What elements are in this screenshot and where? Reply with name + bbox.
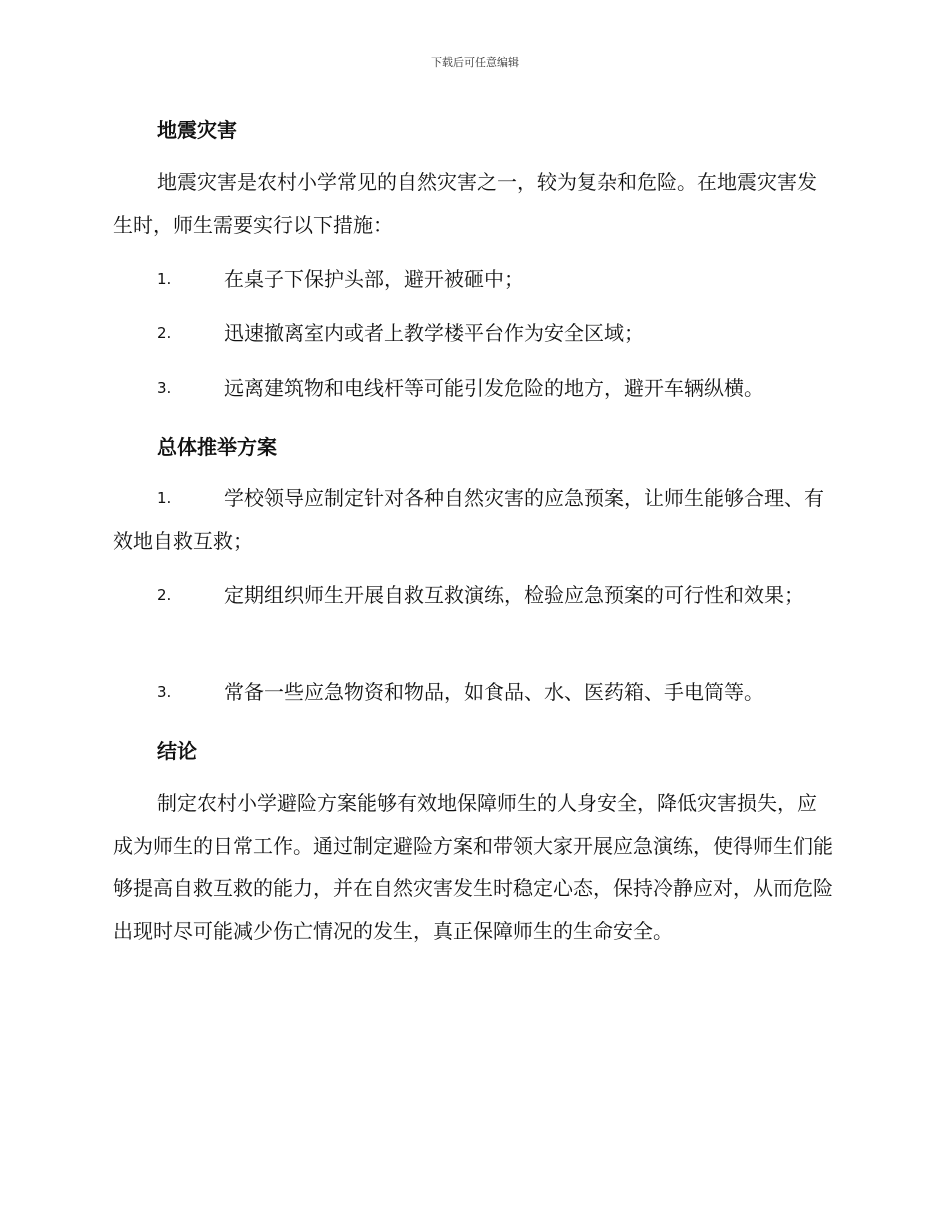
- list-item-overall-3: [113, 671, 833, 714]
- list-item-overall-2: [113, 574, 833, 617]
- list-item-earthquake-3: [113, 367, 833, 410]
- heading-overall-plan: 总体推举方案: [157, 435, 277, 459]
- list-text: 在桌子下保护头部，避开被砸中；: [224, 267, 524, 291]
- heading-earthquake: 地震灾害: [157, 118, 237, 142]
- list-number: 3.: [157, 683, 172, 701]
- list-text: 学校领导应制定针对各种自然灾害的应急预案，让师生能够合理、有效地自救互救；: [113, 486, 824, 553]
- list-text: 迅速撤离室内或者上教学楼平台作为安全区域；: [224, 321, 644, 345]
- paragraph-conclusion: 制定农村小学避险方案能够有效地保障师生的人身安全，降低灾害损失，应成为师生的日常工作。通过制定避险方案和带领大家开展应急演练，使得师生们能够提高自救互救的能力，并在自然灾害发生时稳定心态，保持冷静应对，从而危险出现时尽可能减少伤亡情况的发生，真正保障师生的生命安全。: [113, 791, 833, 943]
- list-number: 1.: [157, 270, 172, 288]
- list-item-earthquake-2: [113, 312, 833, 355]
- list-item-earthquake-1: [113, 258, 833, 301]
- list-number: 2.: [157, 324, 172, 342]
- header-note: 下载后可任意编辑: [431, 56, 519, 69]
- list-number: 2.: [157, 586, 172, 604]
- list-text: 远离建筑物和电线杆等可能引发危险的地方，避开车辆纵横。: [224, 376, 764, 400]
- heading-conclusion: 结论: [157, 739, 197, 763]
- list-text: 定期组织师生开展自救互救演练，检验应急预案的可行性和效果；: [224, 583, 804, 607]
- list-number: 3.: [157, 379, 172, 397]
- paragraph-earthquake-intro: 地震灾害是农村小学常见的自然灾害之一，较为复杂和危险。在地震灾害发生时，师生需要实行以下措施：: [113, 170, 817, 237]
- list-item-overall-1: [113, 477, 833, 562]
- list-number: 1.: [157, 489, 172, 507]
- list-text: 常备一些应急物资和物品，如食品、水、医药箱、手电筒等。: [224, 680, 764, 704]
